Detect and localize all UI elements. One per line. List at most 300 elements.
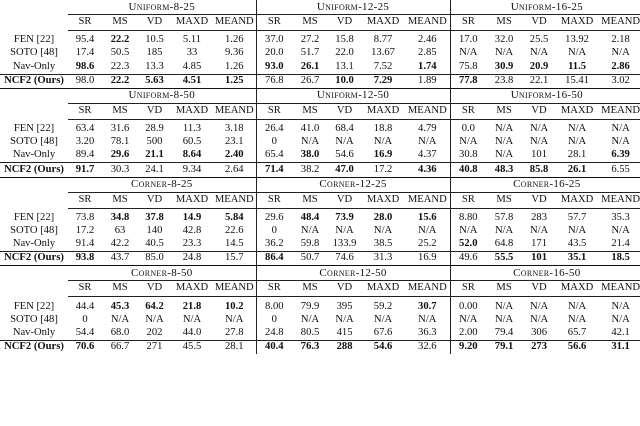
method-name: NCF2 (Ours) bbox=[0, 340, 68, 354]
table-row bbox=[0, 149, 640, 163]
metric-value: 35.3 bbox=[611, 211, 630, 223]
metric-value: 8.64 bbox=[182, 149, 202, 161]
metric-header-row bbox=[0, 281, 640, 297]
metric-value: 5.11 bbox=[182, 34, 202, 46]
metric-value: 22.2 bbox=[110, 34, 130, 46]
metric-value: 17.2 bbox=[361, 163, 405, 177]
metric-value: 4.85 bbox=[182, 60, 202, 72]
metric-value: 13.3 bbox=[145, 60, 164, 72]
metric-value: N/A bbox=[373, 136, 393, 148]
metric-value: N/A bbox=[450, 136, 486, 149]
metric-value: 49.6 bbox=[450, 252, 486, 266]
group-title: Corner-12-50 bbox=[256, 266, 450, 281]
section-title-row bbox=[0, 177, 640, 192]
metric-header: MAXD bbox=[361, 15, 405, 31]
metric-value: 37.0 bbox=[256, 34, 292, 47]
metric-value: N/A bbox=[567, 136, 587, 148]
metric-value: 38.5 bbox=[373, 238, 393, 250]
metric-value: 17.4 bbox=[75, 47, 95, 59]
metric-value: 8.80 bbox=[450, 212, 486, 225]
metric-value: 26.4 bbox=[256, 123, 292, 136]
metric-value: 1.89 bbox=[405, 74, 450, 88]
metric-value: 22.3 bbox=[110, 60, 130, 72]
metric-value: 42.1 bbox=[611, 326, 630, 338]
metric-value: 15.7 bbox=[213, 252, 256, 266]
metric-value: 68.0 bbox=[110, 326, 130, 338]
metric-value: 63 bbox=[114, 224, 126, 236]
metric-value: N/A bbox=[494, 123, 514, 135]
metric-value: 21.4 bbox=[611, 238, 630, 250]
metric-header: VD bbox=[522, 281, 556, 297]
metric-value: N/A bbox=[373, 224, 393, 236]
metric-value: 2.85 bbox=[418, 47, 437, 59]
ours-row bbox=[0, 74, 640, 88]
table-row bbox=[0, 300, 640, 313]
table-row bbox=[0, 34, 640, 47]
ours-row bbox=[0, 252, 640, 266]
metric-value: 79.9 bbox=[300, 300, 320, 312]
metric-value: 93.0 bbox=[256, 60, 292, 74]
metric-value: N/A bbox=[529, 224, 549, 236]
metric-value: 44.4 bbox=[75, 300, 95, 312]
metric-header: VD bbox=[522, 15, 556, 31]
metric-header-row bbox=[0, 15, 640, 31]
metric-value: 2.86 bbox=[611, 60, 630, 72]
metric-header: MS bbox=[102, 15, 138, 31]
metric-header: MS bbox=[102, 192, 138, 208]
metric-value: N/A bbox=[300, 313, 320, 325]
metric-header: VD bbox=[138, 15, 171, 31]
metric-value: N/A bbox=[450, 47, 486, 60]
group-title: Corner-8-50 bbox=[68, 266, 256, 281]
metric-value: 5.63 bbox=[138, 74, 171, 88]
metric-value: 60.5 bbox=[182, 136, 202, 148]
method-name: Nav-Only bbox=[12, 326, 56, 338]
metric-value: 42.8 bbox=[182, 224, 202, 236]
metric-header: SR bbox=[450, 103, 486, 119]
metric-value: 76.3 bbox=[292, 340, 328, 354]
metric-header: SR bbox=[450, 281, 486, 297]
metric-header: VD bbox=[138, 281, 171, 297]
group-title: Uniform-16-25 bbox=[450, 0, 640, 15]
group-title: Corner-8-25 bbox=[68, 177, 256, 192]
metric-value: 31.6 bbox=[110, 123, 130, 135]
metric-value: 306 bbox=[531, 326, 547, 338]
metric-value: 59.8 bbox=[300, 238, 320, 250]
metric-header: VD bbox=[522, 192, 556, 208]
metric-value: 41.0 bbox=[300, 123, 320, 135]
metric-value: 23.8 bbox=[486, 74, 522, 88]
metric-value: 2.46 bbox=[418, 34, 437, 46]
metric-header: MS bbox=[292, 15, 328, 31]
metric-value: 185 bbox=[146, 47, 163, 59]
metric-header: VD bbox=[328, 103, 361, 119]
metric-value: 98.6 bbox=[75, 60, 95, 72]
metric-header: SR bbox=[68, 15, 102, 31]
metric-value: 20.9 bbox=[529, 60, 549, 72]
metric-value: 4.37 bbox=[418, 149, 437, 161]
corner-cell bbox=[0, 177, 68, 192]
table-row bbox=[0, 123, 640, 136]
metric-value: N/A bbox=[450, 225, 486, 238]
metric-value: 283 bbox=[531, 211, 547, 223]
corner-cell bbox=[0, 15, 68, 31]
metric-header: MS bbox=[292, 192, 328, 208]
metric-value: 2.00 bbox=[450, 327, 486, 341]
metric-value: 10.5 bbox=[145, 34, 164, 46]
metric-value: 3.02 bbox=[598, 74, 640, 88]
metric-value: 0.00 bbox=[450, 300, 486, 313]
corner-cell bbox=[0, 192, 68, 208]
metric-value: 43.5 bbox=[567, 238, 587, 250]
section-title-row bbox=[0, 88, 640, 103]
metric-value: 74.6 bbox=[328, 252, 361, 266]
metric-value: N/A bbox=[450, 313, 486, 326]
metric-value: 101 bbox=[531, 149, 547, 161]
metric-value: 1.25 bbox=[213, 74, 256, 88]
metric-value: 65.7 bbox=[567, 326, 587, 338]
metric-value: 500 bbox=[146, 136, 163, 148]
method-name: SOTO [48] bbox=[10, 136, 58, 148]
metric-value: 86.4 bbox=[256, 252, 292, 266]
metric-value: 9.20 bbox=[450, 340, 486, 354]
metric-value: 273 bbox=[522, 340, 556, 354]
metric-value: N/A bbox=[335, 313, 354, 325]
metric-value: N/A bbox=[529, 136, 549, 148]
metric-value: N/A bbox=[418, 224, 437, 236]
metric-value: 56.6 bbox=[556, 340, 598, 354]
metric-value: 85.0 bbox=[138, 252, 171, 266]
metric-value: N/A bbox=[611, 313, 630, 325]
metric-header: VD bbox=[328, 281, 361, 297]
metric-value: 35.1 bbox=[556, 252, 598, 266]
section-title-row bbox=[0, 266, 640, 281]
metric-value: 10.0 bbox=[328, 74, 361, 88]
metric-value: 29.6 bbox=[256, 212, 292, 225]
metric-value: 57.8 bbox=[494, 211, 514, 223]
table-row bbox=[0, 136, 640, 149]
metric-value: 59.2 bbox=[373, 300, 393, 312]
metric-header: MEAND bbox=[598, 281, 640, 297]
corner-cell bbox=[0, 281, 68, 297]
metric-value: 17.2 bbox=[75, 224, 95, 236]
metric-value: 27.2 bbox=[300, 34, 320, 46]
metric-header: MEAND bbox=[598, 192, 640, 208]
metric-value: 40.5 bbox=[145, 238, 164, 250]
metric-header: MAXD bbox=[171, 103, 213, 119]
metric-value: 50.7 bbox=[292, 252, 328, 266]
metric-value: N/A bbox=[529, 300, 549, 312]
metric-value: 28.1 bbox=[213, 340, 256, 354]
metric-value: 30.7 bbox=[418, 300, 437, 312]
metric-header: MS bbox=[292, 281, 328, 297]
metric-value: 54.6 bbox=[335, 149, 354, 161]
group-title: Corner-12-25 bbox=[256, 177, 450, 192]
metric-value: 85.8 bbox=[522, 163, 556, 177]
metric-value: 45.5 bbox=[171, 340, 213, 354]
metric-value: 1.26 bbox=[225, 60, 244, 72]
metric-value: 48.4 bbox=[300, 211, 320, 223]
metric-value: 415 bbox=[336, 326, 353, 338]
table-row bbox=[0, 212, 640, 225]
metric-header: MEAND bbox=[405, 281, 450, 297]
metric-value: N/A bbox=[494, 136, 514, 148]
metric-value: 171 bbox=[531, 238, 547, 250]
metric-value: 21.1 bbox=[145, 149, 164, 161]
metric-value: 28.1 bbox=[567, 149, 587, 161]
metric-value: N/A bbox=[494, 313, 514, 325]
metric-value: 13.67 bbox=[371, 47, 395, 59]
metric-header: MEAND bbox=[213, 281, 256, 297]
group-title: Uniform-16-50 bbox=[450, 88, 640, 103]
metric-value: 70.6 bbox=[68, 340, 102, 354]
metric-value: N/A bbox=[567, 313, 587, 325]
metric-value: 11.3 bbox=[182, 123, 202, 135]
metric-value: 18.5 bbox=[598, 252, 640, 266]
metric-value: 37.8 bbox=[145, 211, 164, 223]
metric-value: 2.18 bbox=[611, 34, 630, 46]
metric-header: SR bbox=[256, 281, 292, 297]
metric-value: 52.0 bbox=[450, 238, 486, 252]
metric-value: N/A bbox=[418, 136, 437, 148]
table-row bbox=[0, 313, 640, 326]
metric-value: 65.4 bbox=[256, 149, 292, 163]
metric-value: N/A bbox=[335, 136, 354, 148]
metric-value: 23.1 bbox=[225, 136, 244, 148]
metric-value: 6.55 bbox=[598, 163, 640, 177]
metric-value: 54.4 bbox=[75, 326, 95, 338]
metric-value: 3.20 bbox=[75, 136, 95, 148]
metric-value: 66.7 bbox=[102, 340, 138, 354]
metric-value: 79.1 bbox=[486, 340, 522, 354]
metric-header: MEAND bbox=[405, 192, 450, 208]
metric-header: MAXD bbox=[171, 281, 213, 297]
metric-value: 16.9 bbox=[405, 252, 450, 266]
metric-value: N/A bbox=[611, 224, 630, 236]
metric-value: 10.2 bbox=[225, 300, 244, 312]
metric-value: 0 bbox=[256, 136, 292, 149]
metric-value: 47.0 bbox=[328, 163, 361, 177]
metric-value: N/A bbox=[529, 123, 549, 135]
metric-header: MS bbox=[292, 103, 328, 119]
metric-value: 98.0 bbox=[68, 74, 102, 88]
metric-header: MS bbox=[102, 103, 138, 119]
metric-value: 18.8 bbox=[373, 123, 393, 135]
metric-header: MEAND bbox=[598, 103, 640, 119]
metric-value: N/A bbox=[145, 313, 164, 325]
metric-value: 57.7 bbox=[567, 211, 587, 223]
metric-value: 7.29 bbox=[361, 74, 405, 88]
metric-value: N/A bbox=[300, 136, 320, 148]
metric-header: MAXD bbox=[556, 192, 598, 208]
metric-header: SR bbox=[450, 15, 486, 31]
metric-value: 33 bbox=[186, 47, 198, 59]
method-name: SOTO [48] bbox=[10, 224, 58, 236]
method-name: Nav-Only bbox=[12, 149, 56, 161]
metric-value: N/A bbox=[225, 313, 244, 325]
metric-value: 67.6 bbox=[373, 326, 393, 338]
metric-value: 31.3 bbox=[361, 252, 405, 266]
metric-value: N/A bbox=[529, 47, 549, 59]
metric-value: 26.1 bbox=[300, 60, 320, 72]
table-row bbox=[0, 60, 640, 74]
metric-value: 77.8 bbox=[450, 74, 486, 88]
group-title: Uniform-12-50 bbox=[256, 88, 450, 103]
metric-value: 73.9 bbox=[335, 211, 354, 223]
metric-value: 5.84 bbox=[225, 211, 244, 223]
metric-value: 4.36 bbox=[405, 163, 450, 177]
metric-value: 2.40 bbox=[225, 149, 244, 161]
ours-row bbox=[0, 163, 640, 177]
metric-value: 6.39 bbox=[611, 149, 630, 161]
metric-value: 22.2 bbox=[102, 74, 138, 88]
metric-value: 0 bbox=[256, 313, 292, 326]
metric-value: N/A bbox=[494, 224, 514, 236]
metric-value: 22.0 bbox=[335, 47, 354, 59]
metric-value: 73.8 bbox=[75, 211, 95, 223]
metric-value: 55.5 bbox=[486, 252, 522, 266]
metric-value: 27.8 bbox=[225, 326, 244, 338]
metric-value: 29.6 bbox=[110, 149, 130, 161]
method-name: SOTO [48] bbox=[10, 47, 58, 59]
metric-value: N/A bbox=[494, 47, 514, 59]
metric-header: VD bbox=[138, 103, 171, 119]
table-row bbox=[0, 225, 640, 238]
metric-value: 22.6 bbox=[225, 224, 244, 236]
metric-header: SR bbox=[256, 103, 292, 119]
metric-header: VD bbox=[522, 103, 556, 119]
metric-header: SR bbox=[256, 192, 292, 208]
metric-header: MAXD bbox=[361, 103, 405, 119]
metric-value: 80.5 bbox=[300, 326, 320, 338]
table-row bbox=[0, 327, 640, 341]
metric-header: MEAND bbox=[405, 103, 450, 119]
metric-value: 202 bbox=[146, 326, 163, 338]
metric-value: 43.7 bbox=[102, 252, 138, 266]
metric-value: 4.51 bbox=[171, 74, 213, 88]
metric-value: 45.3 bbox=[110, 300, 130, 312]
metric-value: 24.1 bbox=[138, 163, 171, 177]
metric-value: 44.0 bbox=[182, 326, 202, 338]
metric-value: 91.4 bbox=[75, 238, 95, 250]
metric-value: 8.77 bbox=[373, 34, 393, 46]
metric-value: 9.34 bbox=[171, 163, 213, 177]
metric-value: 3.18 bbox=[225, 123, 244, 135]
metric-value: 0 bbox=[82, 313, 88, 325]
metric-value: 16.9 bbox=[373, 149, 393, 161]
metric-value: 11.5 bbox=[568, 60, 587, 72]
metric-header-row bbox=[0, 103, 640, 119]
metric-value: 91.7 bbox=[68, 163, 102, 177]
metric-value: N/A bbox=[418, 313, 437, 325]
metric-value: 78.1 bbox=[110, 136, 130, 148]
metric-value: N/A bbox=[494, 300, 514, 312]
group-title: Corner-16-25 bbox=[450, 177, 640, 192]
metric-value: 13.92 bbox=[565, 34, 589, 46]
metric-value: 76.8 bbox=[256, 74, 292, 88]
section-title-row bbox=[0, 0, 640, 15]
metric-value: 32.0 bbox=[494, 34, 514, 46]
metric-value: 28.0 bbox=[373, 211, 393, 223]
method-name: NCF2 (Ours) bbox=[0, 252, 68, 266]
metric-value: 26.1 bbox=[556, 163, 598, 177]
metric-header: MAXD bbox=[171, 192, 213, 208]
group-title: Uniform-8-50 bbox=[68, 88, 256, 103]
metric-value: 13.1 bbox=[335, 60, 354, 72]
metric-value: 26.7 bbox=[292, 74, 328, 88]
metric-value: 51.7 bbox=[300, 47, 320, 59]
metric-value: N/A bbox=[567, 300, 587, 312]
corner-cell bbox=[0, 0, 68, 15]
metric-header: MAXD bbox=[171, 15, 213, 31]
metric-header: VD bbox=[328, 15, 361, 31]
metric-header: MEAND bbox=[213, 103, 256, 119]
metric-value: 7.52 bbox=[373, 60, 393, 72]
method-name: Nav-Only bbox=[12, 238, 56, 250]
metric-value: N/A bbox=[373, 313, 393, 325]
metric-value: 140 bbox=[146, 224, 163, 236]
metric-value: 93.8 bbox=[68, 252, 102, 266]
metric-value: 133.9 bbox=[332, 238, 357, 250]
metric-header: MS bbox=[486, 281, 522, 297]
metric-value: 14.5 bbox=[225, 238, 244, 250]
method-name: Nav-Only bbox=[12, 60, 56, 72]
metric-value: 1.74 bbox=[418, 60, 437, 72]
metric-value: 14.9 bbox=[182, 211, 202, 223]
metric-value: 24.8 bbox=[171, 252, 213, 266]
metric-value: 2.64 bbox=[213, 163, 256, 177]
metric-value: N/A bbox=[182, 313, 202, 325]
metric-value: 54.6 bbox=[361, 340, 405, 354]
metric-value: 95.4 bbox=[75, 34, 95, 46]
method-name: FEN [22] bbox=[13, 123, 55, 135]
corner-cell bbox=[0, 103, 68, 119]
ours-row bbox=[0, 340, 640, 354]
metric-value: 25.5 bbox=[529, 34, 549, 46]
metric-value: 15.41 bbox=[556, 74, 598, 88]
metric-header-row bbox=[0, 192, 640, 208]
metric-value: 34.8 bbox=[110, 211, 130, 223]
metric-value: 31.1 bbox=[598, 340, 640, 354]
metric-value: 15.8 bbox=[335, 34, 354, 46]
metric-value: N/A bbox=[529, 313, 549, 325]
metric-value: N/A bbox=[567, 47, 587, 59]
metric-value: 1.26 bbox=[225, 34, 244, 46]
metric-value: 17.0 bbox=[450, 34, 486, 47]
table-row bbox=[0, 47, 640, 60]
method-name: FEN [22] bbox=[13, 211, 55, 223]
corner-cell bbox=[0, 266, 68, 281]
metric-value: 25.2 bbox=[418, 238, 437, 250]
metric-value: 36.2 bbox=[256, 238, 292, 252]
metric-value: 79.4 bbox=[494, 326, 514, 338]
metric-header: MAXD bbox=[556, 103, 598, 119]
metric-value: 23.3 bbox=[182, 238, 202, 250]
metric-value: 21.8 bbox=[182, 300, 202, 312]
metric-value: N/A bbox=[335, 224, 354, 236]
metric-value: 28.9 bbox=[145, 123, 164, 135]
metric-header: SR bbox=[68, 281, 102, 297]
metric-value: 9.36 bbox=[225, 47, 244, 59]
metric-value: 20.0 bbox=[256, 47, 292, 60]
metric-value: N/A bbox=[110, 313, 130, 325]
metric-value: 64.8 bbox=[494, 238, 514, 250]
metric-value: 0.0 bbox=[450, 123, 486, 136]
method-name: FEN [22] bbox=[13, 34, 55, 46]
group-title: Corner-16-50 bbox=[450, 266, 640, 281]
metric-value: 89.4 bbox=[75, 149, 95, 161]
metric-value: N/A bbox=[567, 123, 587, 135]
